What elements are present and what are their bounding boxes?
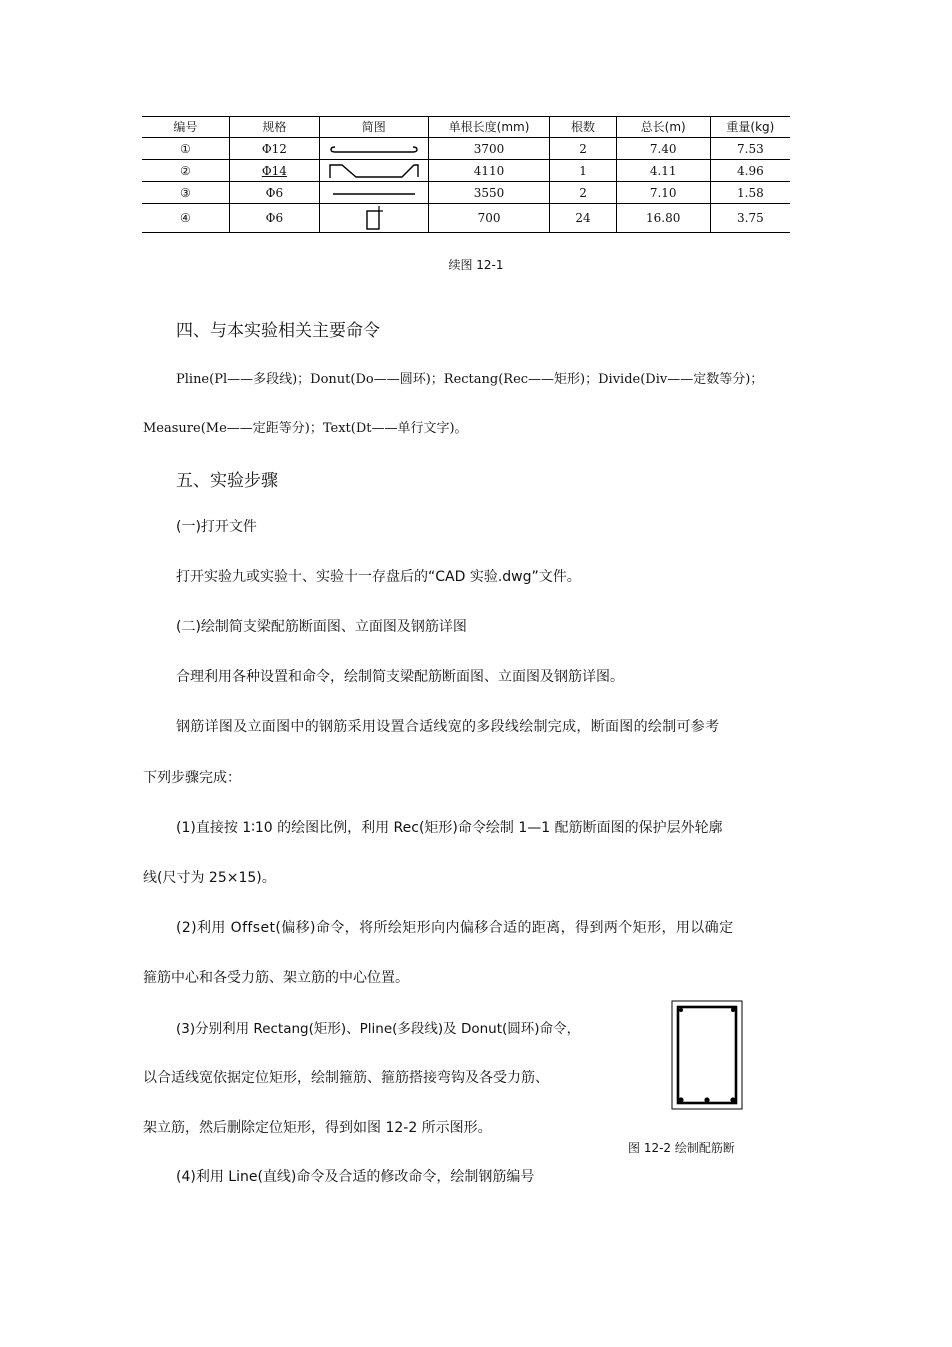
paragraph-detail-line-2: 下列步骤完成： bbox=[143, 770, 241, 786]
stirrup-icon bbox=[359, 205, 389, 231]
col-header-weight: 重量(kg) bbox=[710, 117, 790, 138]
cell-length: 3700 bbox=[428, 138, 550, 160]
cell-weight: 1.58 bbox=[710, 182, 790, 204]
cell-total: 16.80 bbox=[616, 204, 710, 233]
table-row bbox=[142, 182, 790, 204]
cell-sketch bbox=[319, 160, 428, 182]
cell-spec: Φ6 bbox=[229, 182, 319, 204]
cell-count: 24 bbox=[550, 204, 616, 233]
cell-count: 2 bbox=[550, 182, 616, 204]
cell-sketch bbox=[319, 204, 428, 233]
step-2-line-2: 箍筋中心和各受力筋、架立筋的中心位置。 bbox=[143, 970, 409, 986]
cell-weight: 4.96 bbox=[710, 160, 790, 182]
col-header-count: 根数 bbox=[550, 117, 616, 138]
paragraph-open-file: 打开实验九或实验十、实验十一存盘后的“CAD 实验.dwg”文件。 bbox=[176, 569, 581, 585]
cell-weight: 3.75 bbox=[710, 204, 790, 233]
col-header-spec: 规格 bbox=[229, 117, 319, 138]
col-header-sketch: 简图 bbox=[319, 117, 428, 138]
cell-sketch bbox=[319, 182, 428, 204]
cell-count: 1 bbox=[550, 160, 616, 182]
cell-weight: 7.53 bbox=[710, 138, 790, 160]
subheading-open-file: (一)打开文件 bbox=[176, 519, 257, 535]
section-4-heading: 四、与本实验相关主要命令 bbox=[176, 321, 380, 341]
cell-spec: Φ12 bbox=[229, 138, 319, 160]
cell-length: 3550 bbox=[428, 182, 550, 204]
step-3-line-1: (3)分别利用 Rectang(矩形)、Pline(多段线)及 Donut(圆环)命令， bbox=[176, 1021, 581, 1037]
step-4-line-1: (4)利用 Line(直线)命令及合适的修改命令，绘制钢筋编号 bbox=[176, 1169, 535, 1185]
figure-caption: 图 12-2 绘制配筋断 bbox=[628, 1141, 735, 1155]
cell-spec: Φ14 bbox=[229, 160, 319, 182]
col-header-total: 总长(m) bbox=[616, 117, 710, 138]
step-1-line-2: 线(尺寸为 25×15)。 bbox=[143, 870, 276, 886]
cell-number: ① bbox=[142, 138, 229, 160]
cell-total: 7.40 bbox=[616, 138, 710, 160]
step-3-line-2: 以合适线宽依据定位矩形，绘制箍筋、箍筋搭接弯钩及各受力筋、 bbox=[143, 1070, 549, 1086]
table-row bbox=[142, 160, 790, 182]
rebar-schedule-table bbox=[142, 116, 790, 233]
table-row bbox=[142, 204, 790, 233]
bent-up-bar-icon bbox=[326, 162, 422, 180]
cell-total: 4.11 bbox=[616, 160, 710, 182]
beam-section-figure bbox=[671, 1000, 743, 1110]
cell-spec: Φ6 bbox=[229, 204, 319, 233]
step-2-line-1: (2)利用 Offset(偏移)命令，将所绘矩形向内偏移合适的距离，得到两个矩形，用以确定 bbox=[176, 920, 734, 936]
paragraph-detail-line-1: 钢筋详图及立面图中的钢筋采用设置合适线宽的多段线绘制完成，断面图的绘制可参考 bbox=[176, 719, 720, 735]
cell-total: 7.10 bbox=[616, 182, 710, 204]
step-1-line-1: (1)直接按 1∶10 的绘图比例，利用 Rec(矩形)命令绘制 1—1 配筋断面图的保护层外轮廓 bbox=[176, 820, 723, 836]
paragraph-draw-beam: 合理利用各种设置和命令，绘制简支梁配筋断面图、立面图及钢筋详图。 bbox=[176, 669, 624, 685]
table-row bbox=[142, 138, 790, 160]
step-3-line-3: 架立筋，然后删除定位矩形，得到如图 12-2 所示图形。 bbox=[143, 1120, 492, 1136]
table-caption: 续图 12-1 bbox=[448, 258, 504, 272]
cell-number: ③ bbox=[142, 182, 229, 204]
cell-sketch bbox=[319, 138, 428, 160]
col-header-length: 单根长度(mm) bbox=[428, 117, 550, 138]
commands-line-1: Pline(Pl——多段线)；Donut(Do——圆环)；Rectang(Rec——矩形)；Divide(Div——定数等分)； bbox=[176, 372, 764, 387]
cell-number: ④ bbox=[142, 204, 229, 233]
cell-length: 4110 bbox=[428, 160, 550, 182]
cell-number: ② bbox=[142, 160, 229, 182]
table-header-row bbox=[142, 117, 790, 138]
straight-bar-icon bbox=[329, 187, 419, 199]
col-header-number: 编号 bbox=[142, 117, 229, 138]
subheading-draw-beam: (二)绘制简支梁配筋断面图、立面图及钢筋详图 bbox=[176, 619, 467, 635]
commands-line-2: Measure(Me——定距等分)；Text(Dt——单行文字)。 bbox=[143, 421, 468, 436]
straight-hook-bar-icon bbox=[329, 143, 419, 155]
section-5-heading: 五、实验步骤 bbox=[176, 471, 278, 491]
cell-count: 2 bbox=[550, 138, 616, 160]
cell-length: 700 bbox=[428, 204, 550, 233]
